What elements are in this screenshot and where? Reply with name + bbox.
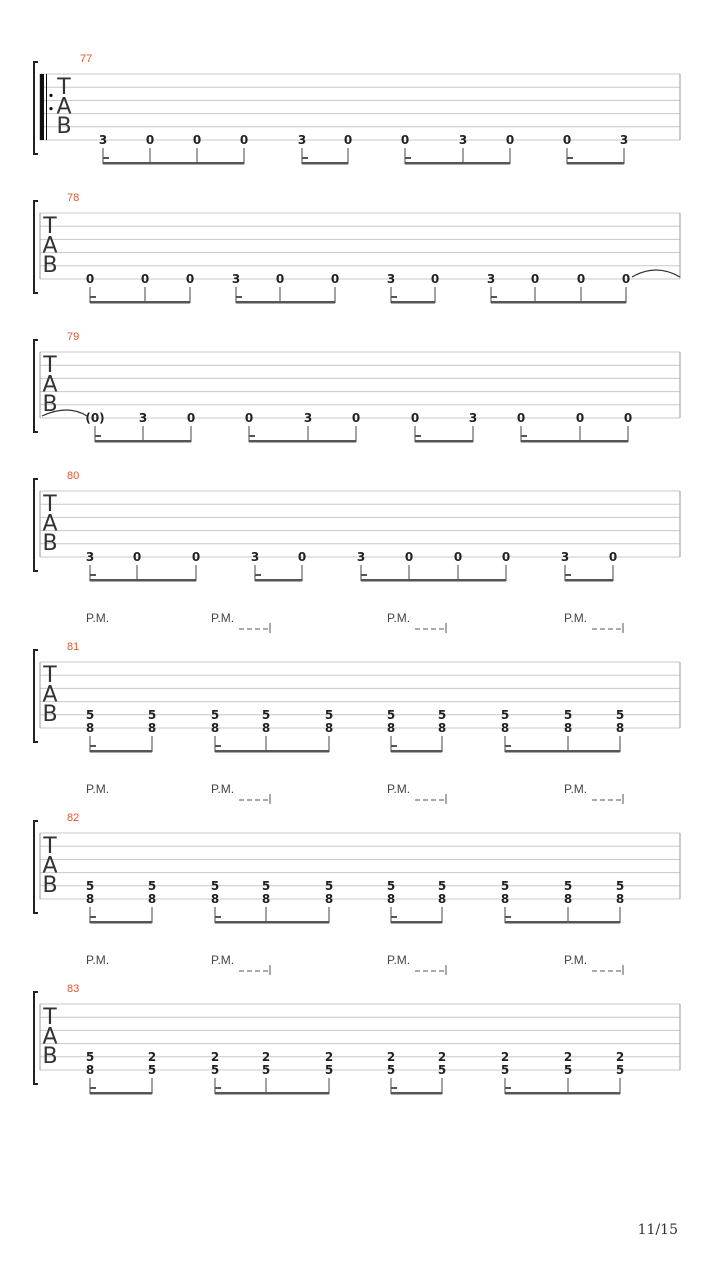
- secondary-beam: [505, 745, 511, 747]
- secondary-beam: [90, 296, 96, 298]
- tab-clef-letter: T: [57, 75, 71, 100]
- beam: [90, 921, 152, 924]
- fret-number: 3: [138, 411, 148, 425]
- secondary-beam: [405, 157, 411, 159]
- fret-number: 5: [210, 1063, 220, 1077]
- fret-number: 5: [615, 878, 625, 893]
- palm-mute-label: P.M.: [564, 953, 588, 967]
- fret-number: 8: [85, 721, 95, 735]
- tab-clef-letter: A: [42, 682, 58, 708]
- fret-number: 5: [615, 1063, 625, 1077]
- fret-number: 8: [261, 892, 271, 906]
- tab-clef-letter: T: [43, 663, 57, 688]
- fret-number: 2: [615, 1049, 625, 1064]
- beam: [505, 750, 620, 753]
- fret-number: 0: [575, 411, 585, 425]
- fret-number: 8: [386, 892, 396, 906]
- secondary-beam: [95, 435, 101, 437]
- fret-number: 2: [437, 1049, 447, 1064]
- tab-clef-letter: A: [42, 372, 58, 398]
- system-bracket: [34, 62, 38, 154]
- fret-number: 5: [147, 1063, 157, 1077]
- fret-number: 5: [437, 878, 447, 893]
- secondary-beam: [90, 574, 96, 576]
- beam: [567, 162, 624, 165]
- fret-number: 3: [486, 272, 496, 286]
- tab-clef-letter: A: [42, 1024, 58, 1050]
- secondary-beam: [361, 574, 367, 576]
- fret-number: 0: [505, 133, 515, 147]
- fret-number: 8: [500, 892, 510, 906]
- tab-clef-letter: A: [42, 853, 58, 879]
- fret-number: 3: [231, 272, 241, 286]
- tab-system-80: [34, 470, 680, 582]
- tab-system-77: [34, 53, 680, 165]
- beam: [255, 579, 302, 582]
- fret-number: 3: [468, 411, 478, 425]
- fret-number: 5: [386, 1063, 396, 1077]
- fret-number: 5: [563, 707, 573, 722]
- secondary-beam: [90, 745, 96, 747]
- fret-number: 0: [85, 272, 95, 286]
- beam: [391, 301, 435, 304]
- palm-mute-label: P.M.: [86, 611, 110, 625]
- measure-number: 77: [80, 53, 93, 65]
- fret-number: 8: [324, 721, 334, 735]
- fret-number: (0): [85, 411, 105, 425]
- secondary-beam: [249, 435, 255, 437]
- secondary-beam: [391, 296, 397, 298]
- fret-number: 8: [563, 721, 573, 735]
- beam: [302, 162, 348, 165]
- secondary-beam: [391, 1087, 397, 1089]
- fret-number: 5: [261, 707, 271, 722]
- fret-number: 3: [619, 133, 629, 147]
- fret-number: 0: [400, 133, 410, 147]
- tab-clef-letter: T: [43, 834, 57, 859]
- beam: [95, 440, 191, 443]
- fret-number: 8: [500, 721, 510, 735]
- beam: [90, 579, 196, 582]
- beam: [103, 162, 244, 165]
- palm-mute-label: P.M.: [387, 611, 411, 625]
- palm-mute-label: P.M.: [387, 782, 411, 796]
- secondary-beam: [415, 435, 421, 437]
- fret-number: 5: [324, 707, 334, 722]
- secondary-beam: [103, 157, 109, 159]
- beam: [215, 1092, 329, 1095]
- fret-number: 2: [563, 1049, 573, 1064]
- fret-number: 3: [560, 550, 570, 564]
- fret-number: 0: [145, 133, 155, 147]
- palm-mute-label: P.M.: [564, 782, 588, 796]
- fret-number: 5: [386, 878, 396, 893]
- beam: [90, 750, 152, 753]
- fret-number: 3: [250, 550, 260, 564]
- tab-clef-letter: B: [42, 1044, 58, 1069]
- fret-number: 0: [185, 272, 195, 286]
- palm-mute-label: P.M.: [86, 782, 110, 796]
- fret-number: 5: [437, 707, 447, 722]
- palm-mute-label: P.M.: [86, 953, 110, 967]
- fret-number: 0: [530, 272, 540, 286]
- fret-number: 0: [192, 133, 202, 147]
- beam: [391, 1092, 442, 1095]
- fret-number: 8: [563, 892, 573, 906]
- fret-number: 8: [147, 892, 157, 906]
- fret-number: 5: [261, 878, 271, 893]
- fret-number: 5: [563, 878, 573, 893]
- palm-mute-label: P.M.: [564, 611, 588, 625]
- palm-mute-label: P.M.: [211, 953, 235, 967]
- tab-clef-letter: T: [43, 1005, 57, 1030]
- repeat-dot: [49, 94, 52, 97]
- beam: [391, 750, 442, 753]
- fret-number: 5: [500, 1063, 510, 1077]
- fret-number: 0: [453, 550, 463, 564]
- tab-clef-letter: T: [43, 353, 57, 378]
- tab-clef-letter: B: [42, 873, 58, 898]
- fret-number: 3: [98, 133, 108, 147]
- tab-clef-letter: A: [42, 511, 58, 537]
- secondary-beam: [505, 916, 511, 918]
- fret-number: 8: [85, 892, 95, 906]
- fret-number: 0: [430, 272, 440, 286]
- beam: [90, 301, 190, 304]
- tab-system-78: [34, 192, 680, 304]
- fret-number: 2: [147, 1049, 157, 1064]
- measure-number: 81: [67, 641, 80, 653]
- fret-number: 0: [140, 272, 150, 286]
- fret-number: 0: [297, 550, 307, 564]
- secondary-beam: [391, 745, 397, 747]
- system-bracket: [34, 992, 38, 1084]
- tab-system-82: [34, 782, 680, 924]
- beam: [505, 921, 620, 924]
- fret-number: 5: [437, 1063, 447, 1077]
- beam: [391, 921, 442, 924]
- fret-number: 5: [324, 1063, 334, 1077]
- measure-number: 78: [67, 192, 80, 204]
- fret-number: 0: [576, 272, 586, 286]
- beam: [215, 750, 329, 753]
- tab-clef-letter: A: [42, 233, 58, 259]
- fret-number: 2: [210, 1049, 220, 1064]
- fret-number: 5: [85, 878, 95, 893]
- system-bracket: [34, 201, 38, 293]
- fret-number: 5: [210, 878, 220, 893]
- fret-number: 0: [186, 411, 196, 425]
- fret-number: 0: [275, 272, 285, 286]
- fret-number: 2: [324, 1049, 334, 1064]
- fret-number: 3: [386, 272, 396, 286]
- secondary-beam: [521, 435, 527, 437]
- fret-number: 0: [501, 550, 511, 564]
- fret-number: 8: [386, 721, 396, 735]
- beam: [215, 921, 329, 924]
- tie-arc: [632, 270, 680, 277]
- fret-number: 2: [386, 1049, 396, 1064]
- fret-number: 0: [621, 272, 631, 286]
- secondary-beam: [391, 916, 397, 918]
- tab-clef-letter: T: [43, 214, 57, 239]
- tab-clef-letter: B: [42, 253, 58, 278]
- fret-number: 0: [330, 272, 340, 286]
- fret-number: 5: [386, 707, 396, 722]
- fret-number: 8: [615, 721, 625, 735]
- secondary-beam: [215, 745, 221, 747]
- tab-clef-letter: B: [42, 531, 58, 556]
- fret-number: 0: [239, 133, 249, 147]
- tab-clef-letter: B: [42, 702, 58, 727]
- fret-number: 5: [147, 707, 157, 722]
- fret-number: 5: [500, 878, 510, 893]
- system-bracket: [34, 650, 38, 742]
- fret-number: 8: [261, 721, 271, 735]
- beam: [90, 1092, 152, 1095]
- palm-mute-label: P.M.: [387, 953, 411, 967]
- repeat-dot: [49, 107, 52, 110]
- page-number: 11/15: [637, 1222, 678, 1238]
- secondary-beam: [505, 1087, 511, 1089]
- tab-system-83: [34, 953, 680, 1095]
- measure-number: 82: [67, 812, 80, 824]
- fret-number: 3: [356, 550, 366, 564]
- beam: [491, 301, 626, 304]
- fret-number: 0: [191, 550, 201, 564]
- measure-number: 83: [67, 983, 80, 995]
- tab-clef-letter: A: [56, 94, 72, 120]
- fret-number: 5: [563, 1063, 573, 1077]
- system-bracket: [34, 340, 38, 432]
- fret-number: 0: [410, 411, 420, 425]
- fret-number: 5: [324, 878, 334, 893]
- fret-number: 0: [562, 133, 572, 147]
- beam: [505, 1092, 620, 1095]
- beam: [521, 440, 628, 443]
- fret-number: 0: [623, 411, 633, 425]
- fret-number: 0: [132, 550, 142, 564]
- fret-number: 8: [210, 721, 220, 735]
- beam: [405, 162, 510, 165]
- secondary-beam: [565, 574, 571, 576]
- tab-system-81: [34, 611, 680, 753]
- beam: [415, 440, 473, 443]
- tab-clef-letter: B: [56, 114, 72, 139]
- repeat-thick-bar: [40, 74, 44, 140]
- secondary-beam: [302, 157, 308, 159]
- fret-number: 8: [324, 892, 334, 906]
- fret-number: 5: [85, 1049, 95, 1064]
- measure-number: 80: [67, 470, 80, 482]
- beam: [565, 579, 613, 582]
- fret-number: 5: [615, 707, 625, 722]
- fret-number: 8: [437, 721, 447, 735]
- palm-mute-label: P.M.: [211, 611, 235, 625]
- fret-number: 2: [500, 1049, 510, 1064]
- fret-number: 0: [404, 550, 414, 564]
- palm-mute-label: P.M.: [211, 782, 235, 796]
- fret-number: 5: [261, 1063, 271, 1077]
- secondary-beam: [567, 157, 573, 159]
- fret-number: 3: [85, 550, 95, 564]
- beam: [249, 440, 356, 443]
- measure-number: 79: [67, 331, 80, 343]
- beam: [361, 579, 506, 582]
- fret-number: 3: [303, 411, 313, 425]
- secondary-beam: [255, 574, 261, 576]
- secondary-beam: [236, 296, 242, 298]
- system-bracket: [34, 821, 38, 913]
- fret-number: 5: [147, 878, 157, 893]
- secondary-beam: [491, 296, 497, 298]
- tab-clef-letter: T: [43, 492, 57, 517]
- fret-number: 3: [297, 133, 307, 147]
- fret-number: 0: [244, 411, 254, 425]
- fret-number: 3: [458, 133, 468, 147]
- beam: [236, 301, 335, 304]
- fret-number: 0: [608, 550, 618, 564]
- fret-number: 8: [210, 892, 220, 906]
- fret-number: 8: [147, 721, 157, 735]
- fret-number: 2: [261, 1049, 271, 1064]
- fret-number: 8: [615, 892, 625, 906]
- fret-number: 8: [437, 892, 447, 906]
- fret-number: 5: [85, 707, 95, 722]
- tab-clef-letter: B: [42, 392, 58, 417]
- fret-number: 8: [85, 1063, 95, 1077]
- secondary-beam: [215, 916, 221, 918]
- fret-number: 0: [351, 411, 361, 425]
- fret-number: 5: [210, 707, 220, 722]
- fret-number: 0: [343, 133, 353, 147]
- tab-system-79: [34, 331, 680, 443]
- system-bracket: [34, 479, 38, 571]
- fret-number: 0: [516, 411, 526, 425]
- secondary-beam: [90, 916, 96, 918]
- fret-number: 5: [500, 707, 510, 722]
- secondary-beam: [90, 1087, 96, 1089]
- secondary-beam: [215, 1087, 221, 1089]
